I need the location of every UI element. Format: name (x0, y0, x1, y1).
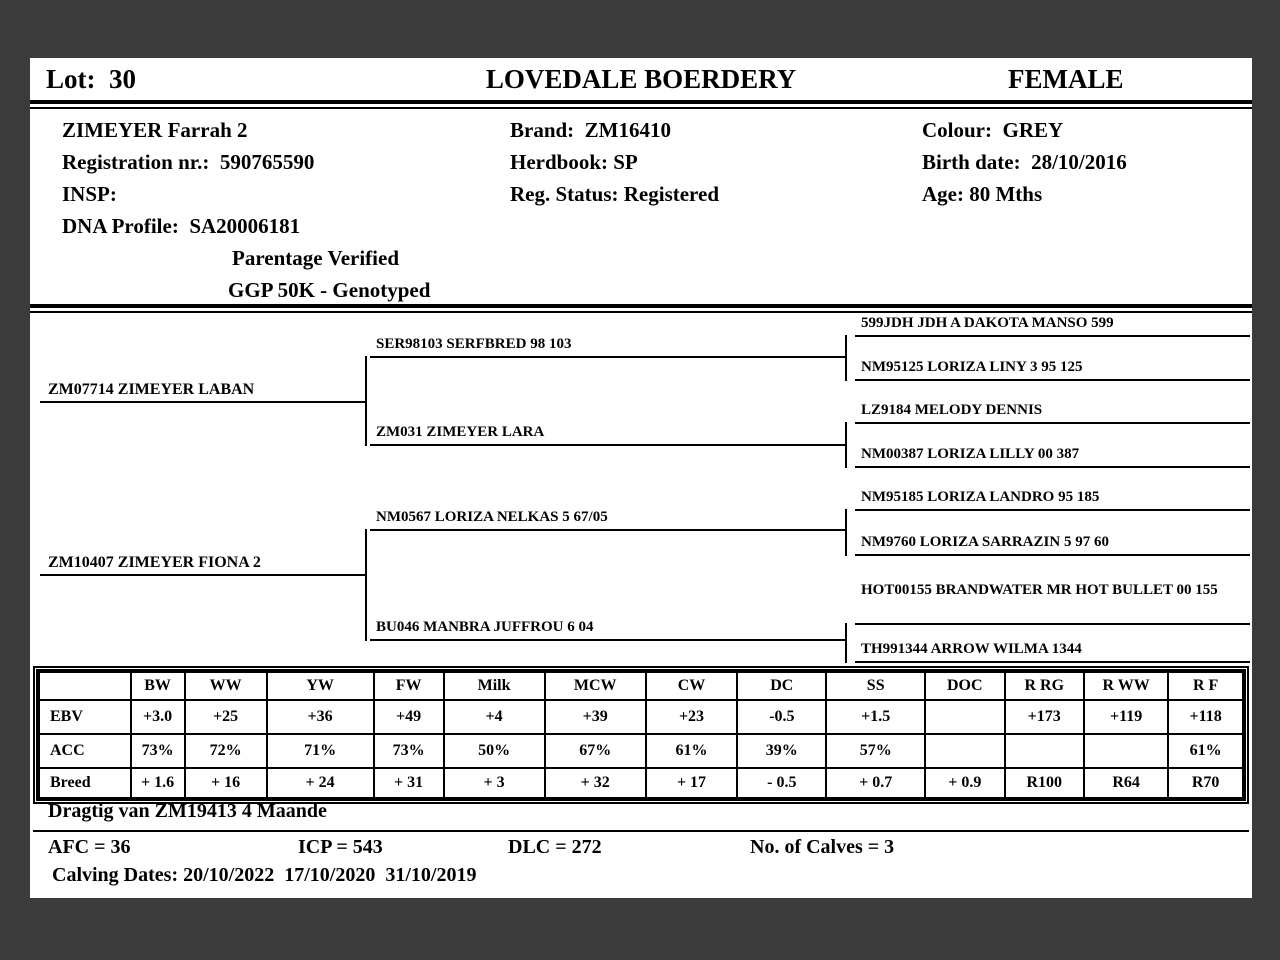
pedigree-great-grandparent-8: TH991344 ARROW WILMA 1344 (855, 639, 1250, 663)
pedigree-dam: ZM10407 ZIMEYER FIONA 2 (40, 552, 365, 576)
col-header: DC (737, 672, 826, 700)
ebv-row (39, 700, 1243, 734)
row-label: ACC (39, 734, 131, 768)
birth-date: Birth date: 28/10/2016 (922, 150, 1127, 174)
cell: + 32 (545, 768, 646, 798)
reg-status: Reg. Status: Registered (510, 182, 719, 206)
col-header: R F (1168, 672, 1243, 700)
ebv-header-row (39, 672, 1243, 700)
pedigree-sire: ZM07714 ZIMEYER LABAN (40, 379, 365, 403)
calves-count: No. of Calves = 3 (750, 836, 895, 858)
insp-label: INSP: (62, 182, 117, 206)
info-right-column (922, 114, 1127, 210)
cell: 71% (267, 734, 374, 768)
cell: +4 (444, 700, 545, 734)
calving-dates: Calving Dates: 20/10/2022 17/10/2020 31/10/2019 (52, 864, 477, 886)
farm-name: LOVEDALE BOERDERY (485, 64, 797, 94)
info-divider (30, 304, 1252, 313)
animal-name: ZIMEYER Farrah 2 (62, 118, 248, 142)
breed-row (39, 768, 1243, 798)
cell: R100 (1005, 768, 1084, 798)
cell: - 0.5 (737, 768, 826, 798)
pedigree-connector (845, 422, 847, 468)
cell (1005, 734, 1084, 768)
cell: + 1.6 (131, 768, 185, 798)
ebv-table-container (33, 666, 1249, 804)
catalog-page (30, 58, 1252, 898)
dna-profile: DNA Profile: SA20006181 (62, 214, 301, 238)
pedigree-connector (845, 335, 847, 381)
cell: +36 (267, 700, 374, 734)
cell: R64 (1084, 768, 1168, 798)
pedigree-paternal-grandsire: SER98103 SERFBRED 98 103 (370, 334, 845, 358)
col-header: CW (646, 672, 738, 700)
cell: + 31 (374, 768, 444, 798)
cell: + 0.7 (826, 768, 925, 798)
lot-number: Lot: 30 (46, 64, 136, 94)
afc-value: AFC = 36 (48, 836, 131, 858)
cell: 50% (444, 734, 545, 768)
col-header: Milk (444, 672, 545, 700)
cell: 57% (826, 734, 925, 768)
cell: +173 (1005, 700, 1084, 734)
pedigree-connector (845, 509, 847, 556)
cell (925, 734, 1004, 768)
sex-label: FEMALE (1008, 64, 1124, 94)
col-header: WW (185, 672, 267, 700)
col-header: R RG (1005, 672, 1084, 700)
cell: +118 (1168, 700, 1243, 734)
pedigree-great-grandparent-6: NM9760 LORIZA SARRAZIN 5 97 60 (855, 532, 1250, 556)
cell: +25 (185, 700, 267, 734)
info-left-column (62, 114, 430, 306)
cell: 61% (1168, 734, 1243, 768)
footer-divider (33, 830, 1249, 832)
cell: 67% (545, 734, 646, 768)
parentage-verified-label: Parentage Verified (232, 246, 399, 270)
pedigree-great-grandparent-5: NM95185 LORIZA LANDRO 95 185 (855, 487, 1250, 511)
pedigree-connector (365, 356, 367, 446)
cell: -0.5 (737, 700, 826, 734)
cell: + 3 (444, 768, 545, 798)
pedigree-connector (845, 623, 847, 663)
cell: +39 (545, 700, 646, 734)
cell: 72% (185, 734, 267, 768)
cell: +1.5 (826, 700, 925, 734)
cell: +3.0 (131, 700, 185, 734)
cell: R70 (1168, 768, 1243, 798)
row-label: Breed (39, 768, 131, 798)
info-middle-column (510, 114, 719, 210)
icp-value: ICP = 543 (298, 836, 383, 858)
pedigree-great-grandparent-3: LZ9184 MELODY DENNIS (855, 400, 1250, 424)
cell: + 0.9 (925, 768, 1004, 798)
cell: +49 (374, 700, 444, 734)
pedigree-great-grandparent-4: NM00387 LORIZA LILLY 00 387 (855, 444, 1250, 468)
cell (925, 700, 1004, 734)
ebv-table (38, 671, 1244, 799)
pedigree-maternal-grandsire: NM0567 LORIZA NELKAS 5 67/05 (370, 507, 845, 531)
col-header: YW (267, 672, 374, 700)
cell: + 16 (185, 768, 267, 798)
col-header: SS (826, 672, 925, 700)
cell: +119 (1084, 700, 1168, 734)
cell: 61% (646, 734, 738, 768)
cell: 39% (737, 734, 826, 768)
genotype-label: GGP 50K - Genotyped (228, 278, 431, 302)
row-label: EBV (39, 700, 131, 734)
col-header: DOC (925, 672, 1004, 700)
pedigree-maternal-granddam: BU046 MANBRA JUFFROU 6 04 (370, 617, 845, 641)
colour: Colour: GREY (922, 118, 1064, 142)
registration-number: Registration nr.: 590765590 (62, 150, 315, 174)
col-header: MCW (545, 672, 646, 700)
pregnancy-status: Dragtig van ZM19413 4 Maande (48, 800, 327, 822)
col-header: R WW (1084, 672, 1168, 700)
cell: 73% (131, 734, 185, 768)
dlc-value: DLC = 272 (508, 836, 602, 858)
header-divider (30, 100, 1252, 109)
pedigree-connector (365, 529, 367, 641)
brand: Brand: ZM16410 (510, 118, 672, 142)
cell (1084, 734, 1168, 768)
cell: + 24 (267, 768, 374, 798)
herdbook: Herdbook: SP (510, 150, 638, 174)
acc-row (39, 734, 1243, 768)
pedigree-great-grandparent-1: 599JDH JDH A DAKOTA MANSO 599 (855, 313, 1250, 337)
age: Age: 80 Mths (922, 182, 1043, 206)
pedigree-paternal-granddam: ZM031 ZIMEYER LARA (370, 422, 845, 446)
cell: +23 (646, 700, 738, 734)
cell: + 17 (646, 768, 738, 798)
col-header: BW (131, 672, 185, 700)
cell: 73% (374, 734, 444, 768)
col-header (39, 672, 131, 700)
pedigree-great-grandparent-7: HOT00155 BRANDWATER MR HOT BULLET 00 155 (855, 579, 1250, 625)
col-header: FW (374, 672, 444, 700)
pedigree-great-grandparent-2: NM95125 LORIZA LINY 3 95 125 (855, 357, 1250, 381)
